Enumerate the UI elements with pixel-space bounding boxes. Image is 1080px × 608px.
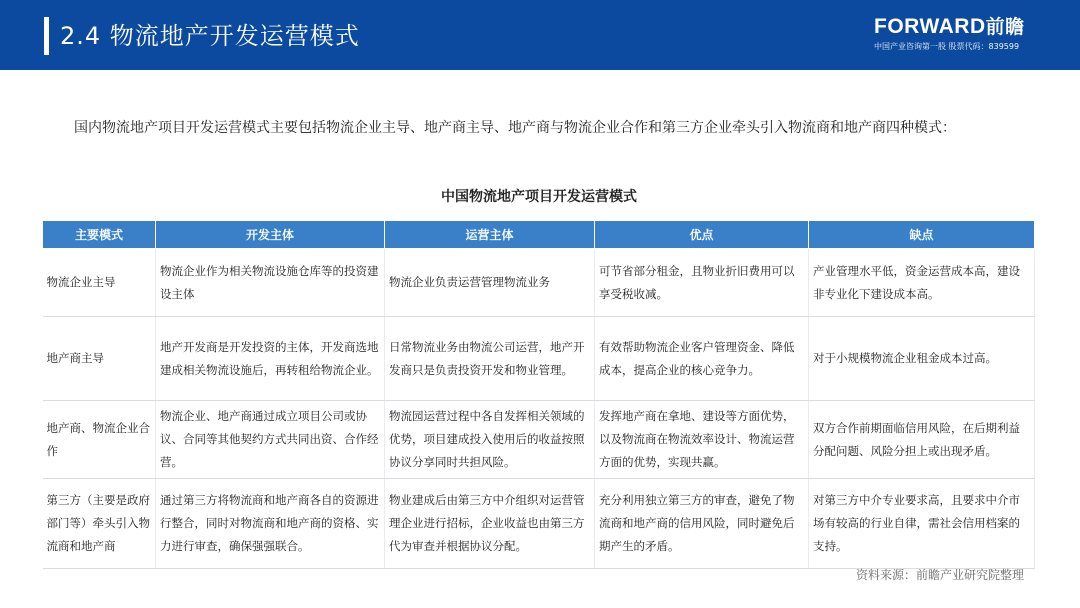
- column-header-cons: 缺点: [809, 221, 1035, 249]
- logo-brand-cn: 前瞻: [985, 17, 1025, 38]
- cell-pros: 充分利用独立第三方的审查，避免了物流商和地产商的信用风险，同时避免后期产生的矛盾。: [595, 479, 809, 569]
- cell-cons: 双方合作前期面临信用风险，在后期利益分配问题、风险分担上或出现矛盾。: [809, 401, 1035, 479]
- cell-cons: 对第三方中介专业要求高，且要求中介市场有较高的行业自律，需社会信用档案的支持。: [809, 479, 1035, 569]
- table-caption: 中国物流地产项目开发运营模式: [441, 189, 637, 205]
- table-row: [43, 249, 1035, 317]
- title-accent-bar: [44, 17, 49, 55]
- cell-operator: 物流园运营过程中各自发挥相关领域的优势，项目建成投入使用后的收益按照协议分享同时共担风险。: [385, 401, 595, 479]
- cell-pros: 可节省部分租金，且物业折旧费用可以享受税收减。: [595, 249, 809, 317]
- cell-developer: 物流企业作为相关物流设施仓库等的投资建设主体: [156, 249, 385, 317]
- cell-operator: 日常物流业务由物流公司运营，地产开发商只是负责投资开发和物业管理。: [385, 317, 595, 401]
- cell-mode: 第三方（主要是政府部门等）牵头引入物流商和地产商: [43, 479, 156, 569]
- page-title: 2.4 物流地产开发运营模式: [60, 22, 360, 50]
- cell-cons: 对于小规模物流企业租金成本过高。: [809, 317, 1035, 401]
- logo-tagline: 中国产业咨询第一股 股票代码：839599: [874, 42, 1020, 51]
- table-row: [43, 317, 1035, 401]
- header-band: [0, 0, 1080, 70]
- column-header-pros: 优点: [595, 221, 809, 249]
- brand-logo: [874, 15, 1042, 53]
- column-header-developer: 开发主体: [156, 221, 385, 249]
- cell-pros: 发挥地产商在拿地、建设等方面优势，以及物流商在物流效率设计、物流运营方面的优势，实现共赢。: [595, 401, 809, 479]
- cell-mode: 地产商、物流企业合作: [43, 401, 156, 479]
- cell-operator: 物流企业负责运营管理物流业务: [385, 249, 595, 317]
- column-header-mode: 主要模式: [43, 221, 156, 249]
- intro-paragraph: 国内物流地产项目开发运营模式主要包括物流企业主导、地产商主导、地产商与物流企业合作和第三方企业牵头引入物流商和地产商四种模式：: [74, 120, 956, 136]
- modes-table: [42, 220, 1035, 569]
- table-row: [43, 401, 1035, 479]
- table-header-row: [43, 221, 1035, 249]
- cell-operator: 物业建成后由第三方中介组织对运营管理企业进行招标，企业收益也由第三方代为审查并根据协议分配。: [385, 479, 595, 569]
- cell-mode: 物流企业主导: [43, 249, 156, 317]
- cell-pros: 有效帮助物流企业客户管理资金、降低成本，提高企业的核心竞争力。: [595, 317, 809, 401]
- source-note: 资料来源：前瞻产业研究院整理: [855, 568, 1024, 582]
- logo-brand-en: FORWARD: [874, 15, 986, 38]
- column-header-operator: 运营主体: [385, 221, 595, 249]
- table-row: [43, 479, 1035, 569]
- cell-mode: 地产商主导: [43, 317, 156, 401]
- cell-developer: 地产开发商是开发投资的主体，开发商选地建成相关物流设施后，再转租给物流企业。: [156, 317, 385, 401]
- cell-developer: 通过第三方将物流商和地产商各自的资源进行整合，同时对物流商和地产商的资格、实力进行审查，确保强强联合。: [156, 479, 385, 569]
- logo-wordmark: [874, 15, 1042, 40]
- cell-cons: 产业管理水平低，资金运营成本高，建设非专业化下建设成本高。: [809, 249, 1035, 317]
- cell-developer: 物流企业、地产商通过成立项目公司或协议、合同等其他契约方式共同出资、合作经营。: [156, 401, 385, 479]
